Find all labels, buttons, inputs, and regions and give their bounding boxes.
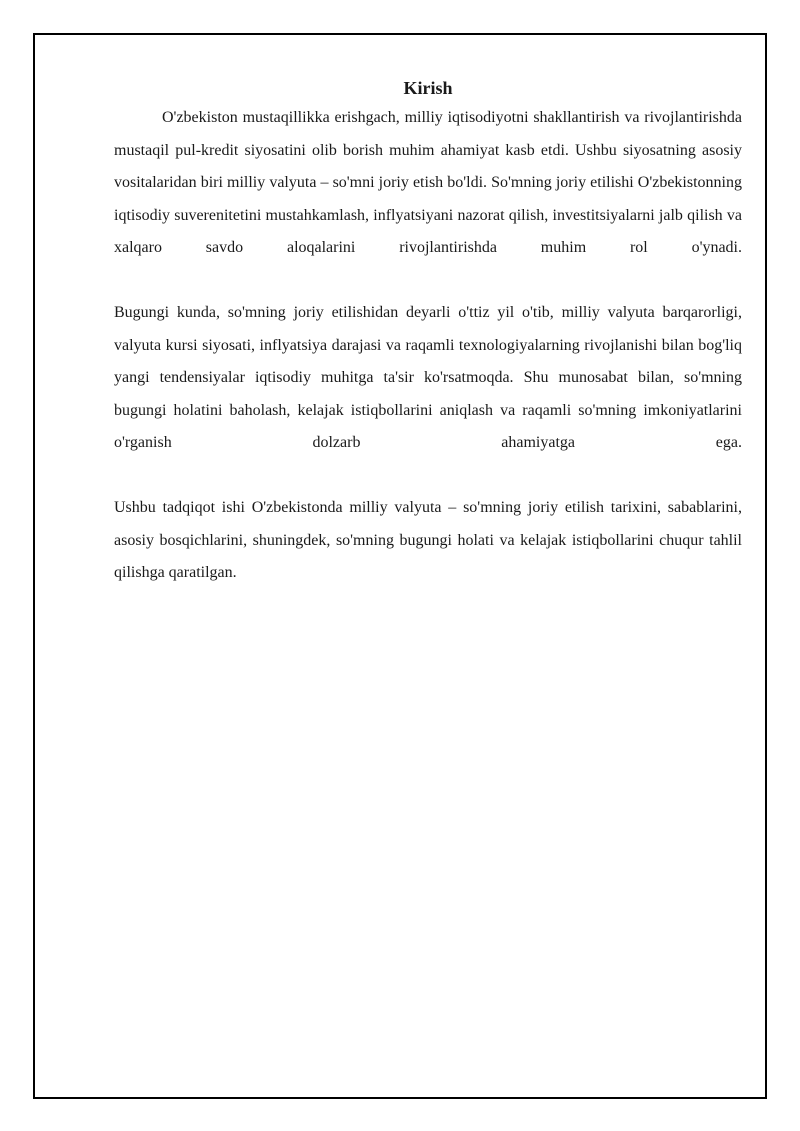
paragraph-current-state: Bugungi kunda, so'mning joriy etilishidan deyarli o'ttiz yil o'tib, milliy valyuta barqarorligi, valyuta kursi siyosati, inflyatsiya darajasi va raqamli texnologiyalarning rivojlanishi bilan bog'liq yangi tendensiyalar iqtisodiy muhitga ta'sir ko'rsatmoqda. Shu munosabat bilan, so'mning bugungi holatini baholash, kelajak istiqbollarini aniqlash va raqamli so'mning imkoniyatlarini o'rganish dolzarb ahamiyatga ega. [114, 304, 742, 451]
section-title: Kirish [403, 78, 453, 98]
paragraph-research-aim: Ushbu tadqiqot ishi O'zbekistonda milliy valyuta – so'mning joriy etilish tarixini, sabablarini, asosiy bosqichlarini, shuningdek, so'mning bugungi holati va kelajak istiqbollarini chuqur tahlil qilishga qaratilgan. [114, 499, 742, 581]
paragraph-intro: O'zbekiston mustaqillikka erishgach, milliy iqtisodiyotni shakllantirish va rivojlantirishda mustaqil pul-kredit siyosatini olib borish muhim ahamiyat kasb etdi. Ushbu siyosatning asosiy vositalaridan biri milliy valyuta – so'mni joriy etish bo'ldi. So'mning joriy etilishi O'zbekistonning iqtisodiy suverenitetini mustahkamlash, inflyatsiyani nazorat qilish, investitsiyalarni jalb qilish va xalqaro savdo aloqalarini rivojlantirishda muhim rol o'ynadi. [114, 109, 742, 256]
paragraph-gap [114, 265, 742, 298]
document-body [114, 74, 742, 590]
paragraph-gap [114, 460, 742, 493]
